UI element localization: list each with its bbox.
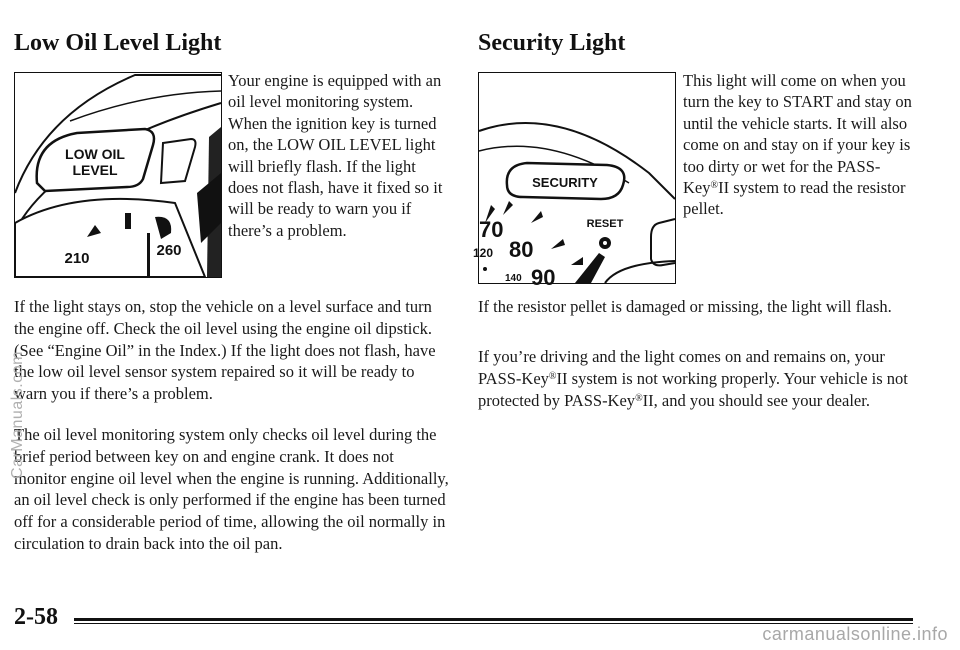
speed-140: 140: [505, 273, 522, 284]
low-oil-paragraph-2: The oil level monitoring system only checks oil level during the brief period between key on and engine crank. It does not monitor engine oil level when the engine is running. Additionally, an oil level check is only performed if the engine has been turned off for a considerable period of time, allowing the oil normally in circulation to drain back into the oil pan.: [14, 425, 449, 553]
security-illustration: [473, 72, 676, 290]
low-oil-intro-text: Your engine is equipped with an oil level monitoring system. When the ignition key is turned on, the LOW OIL LEVEL light will briefly flash. If the light does not flash, have it fixed so it will be ready to warn you if there’s a problem.: [228, 71, 443, 240]
gauge-260-label: 260: [156, 242, 182, 259]
speed-80: 80: [509, 237, 534, 262]
bottom-watermark: carmanualsonline.info: [762, 624, 948, 644]
security-intro-part-1: This light will come on when you turn the key to START and stay on until the vehicle starts. It will also come on and stay on if your key is too dirty or wet for the PASS-Key: [683, 71, 912, 198]
speed-120: 120: [473, 246, 494, 260]
security-paragraph-2: [478, 346, 913, 411]
low-oil-panel-drawing: [15, 73, 221, 277]
low-oil-paragraph-1: If the light stays on, stop the vehicle on a level surface and turn the engine off. Check the oil level using the engine oil dipstick. (See “Engine Oil” in the Index.) If the light does not flash, have the low oil level sensor system repaired so it will be ready to warn you if there’s a problem.: [14, 297, 436, 404]
registered-mark: ®: [635, 392, 643, 404]
registered-mark: ®: [548, 370, 557, 382]
speed-70: 70: [479, 217, 504, 242]
security-paragraph-1: If the resistor pellet is damaged or missing, the light will flash.: [478, 297, 892, 316]
low-oil-label-line1: LOW OIL: [65, 146, 125, 162]
security-paragraph-2-part-2: II system is not working properly. Your vehicle is not protected by PASS-Key: [478, 368, 908, 410]
page-number: 2-58: [14, 604, 58, 630]
security-intro-text: [683, 70, 918, 220]
security-panel-drawing: [473, 73, 675, 290]
gauge-210-label: 210: [64, 250, 90, 267]
security-paragraph-2-part-1: If you’re driving and the light comes on and remains on, your PASS-Key: [478, 347, 885, 388]
registered-mark: ®: [710, 180, 719, 192]
security-label: SECURITY: [532, 175, 598, 190]
reset-label: RESET: [586, 218, 624, 230]
low-oil-label-line2: LEVEL: [72, 162, 118, 178]
security-intro-part-2: II system to read the resistor pellet.: [683, 178, 906, 219]
security-paragraph-2-part-3: II, and you should see your dealer.: [642, 390, 870, 410]
security-heading: Security Light: [478, 30, 626, 56]
footer-rule: [74, 618, 913, 621]
side-watermark: CarManuals.com: [9, 351, 26, 479]
low-oil-heading: Low Oil Level Light: [14, 30, 222, 56]
speed-90: 90: [531, 265, 556, 290]
low-oil-illustration: [14, 72, 222, 278]
